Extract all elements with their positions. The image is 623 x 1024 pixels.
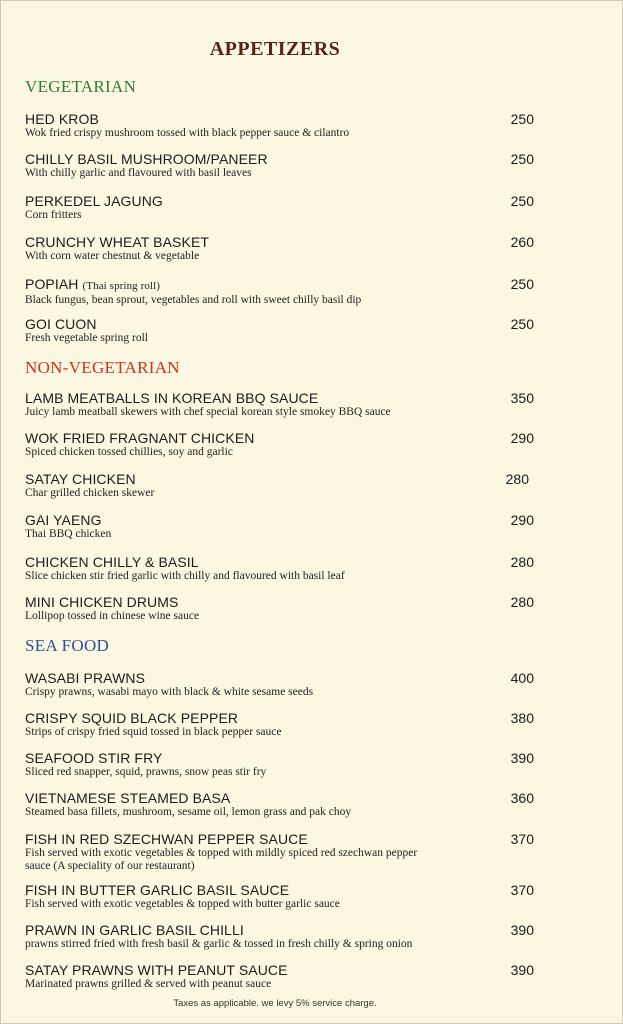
- menu-item: [25, 512, 534, 541]
- item-name: GOI CUON: [25, 316, 97, 332]
- item-description: Sliced red snapper, squid, prawns, snow peas stir fry: [25, 766, 267, 778]
- menu-item: [25, 316, 534, 345]
- item-description: Marinated prawns grilled & served with peanut sauce: [25, 978, 272, 990]
- item-price: 280: [510, 594, 534, 610]
- item-price: 390: [510, 750, 534, 766]
- menu-item: [25, 962, 534, 991]
- item-name: MINI CHICKEN DRUMS: [25, 594, 179, 610]
- item-name: LAMB MEATBALLS IN KOREAN BBQ SAUCE: [25, 390, 319, 406]
- item-price: 290: [510, 430, 534, 446]
- item-name: SATAY CHICKEN: [25, 471, 136, 487]
- item-price: 380: [510, 710, 534, 726]
- item-description: Thai BBQ chicken: [25, 528, 112, 540]
- item-name: CHICKEN CHILLY & BASIL: [25, 554, 199, 570]
- item-name: CHILLY BASIL MUSHROOM/PANEER: [25, 151, 268, 167]
- item-price: 250: [510, 316, 534, 332]
- item-price: 250: [510, 151, 534, 167]
- menu-item: [25, 111, 534, 140]
- item-description: Fish served with exotic vegetables & topped with mildly spiced red szechwan pepper sauce (A speciality of our restaurant): [25, 847, 418, 872]
- item-name-row: [25, 276, 515, 294]
- menu-item: [25, 430, 534, 459]
- item-description: Black fungus, bean sprout, vegetables and roll with sweet chilly basil dip: [25, 294, 362, 306]
- item-description: With chilly garlic and flavoured with basil leaves: [25, 167, 252, 179]
- item-name: PERKEDEL JAGUNG: [25, 193, 163, 209]
- item-price: 250: [510, 276, 534, 292]
- tax-note: Taxes as applicable. we levy 5% service charge.: [173, 998, 377, 1009]
- item-price: 250: [510, 111, 534, 127]
- menu-item: [25, 670, 534, 699]
- item-name: VIETNAMESE STEAMED BASA: [25, 790, 231, 806]
- item-description: With corn water chestnut & vegetable: [25, 250, 200, 262]
- item-price: 280: [510, 554, 534, 570]
- item-description: Lollipop tossed in chinese wine sauce: [25, 610, 200, 622]
- item-description: Char grilled chicken skewer: [25, 487, 155, 499]
- item-price: 360: [510, 790, 534, 806]
- menu-item: [25, 390, 534, 419]
- menu-item: [25, 831, 534, 873]
- item-description: Crispy prawns, wasabi mayo with black & white sesame seeds: [25, 686, 314, 698]
- item-price: 400: [510, 670, 534, 686]
- item-description: Fish served with exotic vegetables & topped with butter garlic sauce: [25, 898, 340, 910]
- item-description: Strips of crispy fried squid tossed in black pepper sauce: [25, 726, 282, 738]
- section-heading-non-vegetarian: NON-VEGETARIAN: [25, 358, 180, 377]
- item-price: 390: [510, 962, 534, 978]
- menu-item: [25, 276, 534, 307]
- item-name: HED KROB: [25, 111, 99, 127]
- item-name: SATAY PRAWNS WITH PEANUT SAUCE: [25, 962, 288, 978]
- page-title: APPETIZERS: [209, 38, 341, 60]
- menu-item: [25, 882, 534, 911]
- menu-item: [25, 554, 534, 583]
- menu-item: [25, 234, 534, 263]
- item-description: Juicy lamb meatball skewers with chef special korean style smokey BBQ sauce: [25, 406, 391, 418]
- menu-item: [25, 790, 534, 819]
- item-description: Wok fried crispy mushroom tossed with black pepper sauce & cilantro: [25, 127, 350, 139]
- item-name: FISH IN RED SZECHWAN PEPPER SAUCE: [25, 831, 308, 847]
- section-heading-sea-food: SEA FOOD: [25, 636, 110, 655]
- item-price: 350: [510, 390, 534, 406]
- item-name: CRUNCHY WHEAT BASKET: [25, 234, 210, 250]
- menu-item: [25, 594, 534, 623]
- item-name: CRISPY SQUID BLACK PEPPER: [25, 710, 239, 726]
- item-description: prawns stirred fried with fresh basil & garlic & tossed in fresh chilly & spring onion: [25, 938, 413, 950]
- item-description: Fresh vegetable spring roll: [25, 332, 148, 344]
- menu-item: [25, 922, 534, 951]
- item-description: Steamed basa fillets, mushroom, sesame oil, lemon grass and pak choy: [25, 806, 352, 818]
- item-name: GAI YAENG: [25, 512, 102, 528]
- item-description: Spiced chicken tossed chillies, soy and garlic: [25, 446, 233, 458]
- menu-item: [25, 151, 534, 180]
- item-description: Corn fritters: [25, 209, 82, 221]
- item-note: (Thai spring roll): [82, 280, 161, 292]
- menu-item: [25, 710, 534, 739]
- menu-item: [25, 193, 534, 222]
- item-price: 250: [510, 193, 534, 209]
- item-name: FISH IN BUTTER GARLIC BASIL SAUCE: [25, 882, 290, 898]
- item-price: 390: [510, 922, 534, 938]
- item-price: 370: [510, 882, 534, 898]
- item-price: 290: [510, 512, 534, 528]
- section-heading-vegetarian: VEGETARIAN: [25, 77, 137, 96]
- item-price: 370: [510, 831, 534, 847]
- menu-item: [25, 471, 529, 500]
- item-price: 280: [505, 471, 529, 487]
- item-name: WOK FRIED FRAGNANT CHICKEN: [25, 430, 255, 446]
- item-name: WASABI PRAWNS: [25, 670, 146, 686]
- item-name: PRAWN IN GARLIC BASIL CHILLI: [25, 922, 244, 938]
- item-price: 260: [510, 234, 534, 250]
- item-name: POPIAH: [25, 276, 79, 292]
- menu-item: [25, 750, 534, 779]
- item-name: SEAFOOD STIR FRY: [25, 750, 163, 766]
- item-description: Slice chicken stir fried garlic with chilly and flavoured with basil leaf: [25, 570, 345, 582]
